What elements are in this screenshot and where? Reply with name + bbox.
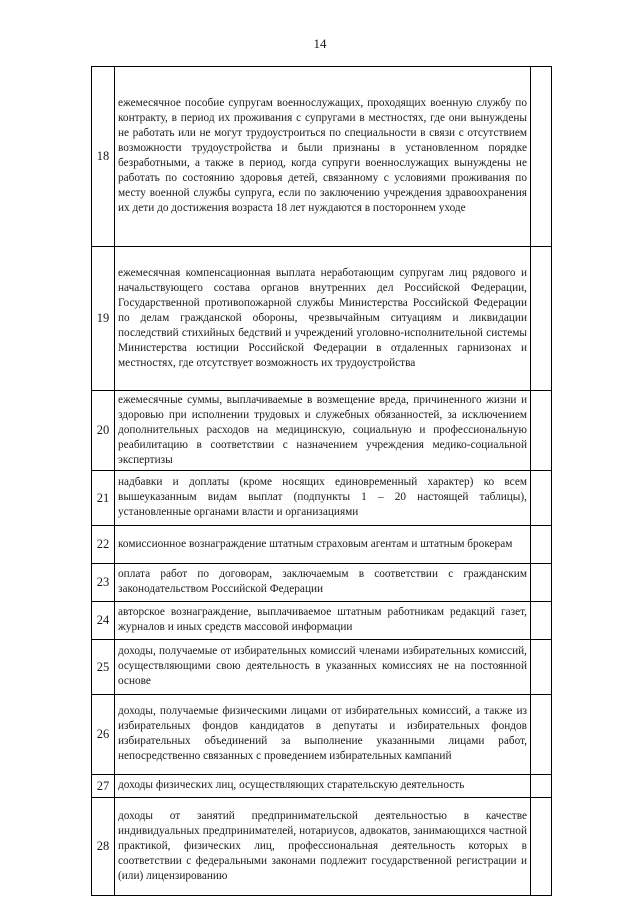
table-row: [92, 640, 552, 695]
row-number: 25: [92, 640, 115, 695]
row-text: ежемесячная компенсационная выплата неработающим супругам лиц рядового и начальствующего состава органов внутренних дел Российской Федерации, Государственной противопожарной службы Министерства Российской Федерации по делам гражданской обороны, чрезвычайным ситуациям и ликвидации последствий стихийных бедствий и учреждений уголовно-исполнительной системы Министерства юстиции Российской Федерации в отдаленных гарнизонах и местностях, где отсутствует возможность их трудоустройства: [115, 247, 531, 391]
row-empty-cell: [531, 526, 552, 564]
row-text: авторское вознаграждение, выплачиваемое штатным работникам редакций газет, журналов и иных средств массовой информации: [115, 602, 531, 640]
table-row: [92, 602, 552, 640]
income-types-table: [91, 66, 552, 896]
row-number: 23: [92, 564, 115, 602]
row-text: ежемесячные суммы, выплачиваемые в возмещение вреда, причиненного жизни и здоровью при исполнении трудовых и служебных обязанностей, за исключением дополнительных расходов на медицинскую, социальную и профессиональную реабилитацию в соответствии с назначением учреждения медико-социальной экспертизы: [115, 391, 531, 471]
table-row: [92, 798, 552, 896]
row-empty-cell: [531, 640, 552, 695]
row-empty-cell: [531, 695, 552, 775]
row-empty-cell: [531, 775, 552, 798]
row-number: 24: [92, 602, 115, 640]
table-row: [92, 564, 552, 602]
row-text: оплата работ по договорам, заключаемым в соответствии с гражданским законодательством Российской Федерации: [115, 564, 531, 602]
row-text: доходы, получаемые от избирательных комиссий членами избирательных комиссий, осуществляющими свою деятельность в указанных комиссиях не на постоянной основе: [115, 640, 531, 695]
row-text: комиссионное вознаграждение штатным страховым агентам и штатным брокерам: [115, 526, 531, 564]
table-row: [92, 526, 552, 564]
page-number: 14: [313, 36, 327, 51]
table-row: [92, 67, 552, 247]
row-number: 20: [92, 391, 115, 471]
table-row: [92, 391, 552, 471]
row-empty-cell: [531, 67, 552, 247]
row-number: 27: [92, 775, 115, 798]
row-number: 28: [92, 798, 115, 896]
row-number: 19: [92, 247, 115, 391]
row-empty-cell: [531, 798, 552, 896]
row-empty-cell: [531, 471, 552, 526]
row-text: доходы физических лиц, осуществляющих старательскую деятельность: [115, 775, 531, 798]
row-text: ежемесячное пособие супругам военнослужащих, проходящих военную службу по контракту, в период их проживания с супругами в местностях, где они вынуждены не работать или не могут трудоустроиться по специальности в связи с отсутствием возможности трудоустройства и были признаны в установленном порядке безработными, а также в период, когда супруги военнослужащих вынуждены не работать по состоянию здоровья детей, связанному с условиями проживания по месту военной службы супруга, если по заключению учреждения здравоохранения их дети до достижения возраста 18 лет нуждаются в постороннем уходе: [115, 67, 531, 247]
row-number: 21: [92, 471, 115, 526]
row-text: доходы, получаемые физическими лицами от избирательных комиссий, а также из избирательных фондов кандидатов в депутаты и избирательных фондов избирательных объединений за выполнение указанными лицами работ, непосредственно связанных с проведением избирательных кампаний: [115, 695, 531, 775]
row-number: 18: [92, 67, 115, 247]
table-row: [92, 695, 552, 775]
table-row: [92, 471, 552, 526]
row-number: 22: [92, 526, 115, 564]
row-empty-cell: [531, 391, 552, 471]
row-text: надбавки и доплаты (кроме носящих единовременный характер) ко всем вышеуказанным видам выплат (подпункты 1 – 20 настоящей таблицы), установленные органами власти и организациями: [115, 471, 531, 526]
row-number: 26: [92, 695, 115, 775]
table-row: [92, 775, 552, 798]
table-row: [92, 247, 552, 391]
row-empty-cell: [531, 564, 552, 602]
row-empty-cell: [531, 602, 552, 640]
row-empty-cell: [531, 247, 552, 391]
row-text: доходы от занятий предпринимательской деятельностью в качестве индивидуальных предпринимателей, нотариусов, адвокатов, занимающихся частной практикой, физических лиц, профессиональная деятельность которых в соответствии с федеральными законами подлежит государственной регистрации и (или) лицензированию: [115, 798, 531, 896]
